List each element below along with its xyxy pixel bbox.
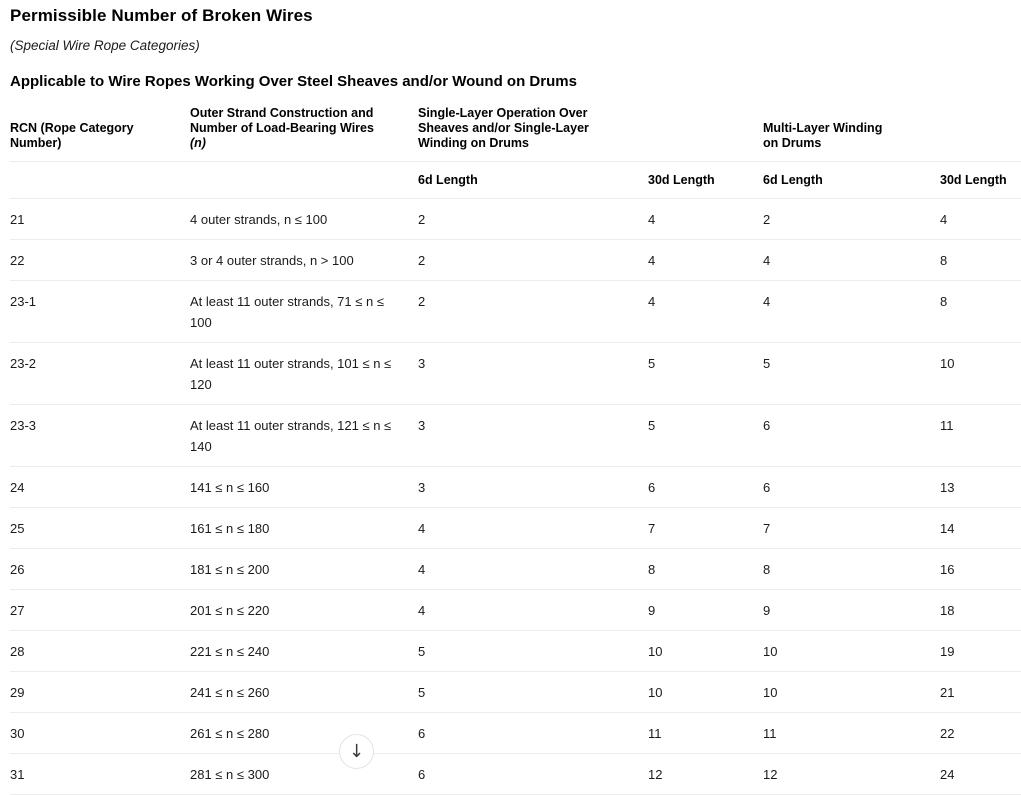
- sub-header-row: [10, 162, 1021, 199]
- sub-header-30d-single: 30d Length: [648, 162, 763, 199]
- multi-30d-cell: 24: [940, 754, 1021, 795]
- applicability-heading: Applicable to Wire Ropes Working Over Steel Sheaves and/or Wound on Drums: [10, 73, 577, 90]
- multi-30d-cell: 10: [940, 343, 1021, 405]
- single-6d-cell: 3: [418, 343, 648, 405]
- single-30d-cell: 10: [648, 672, 763, 713]
- multi-6d-cell: 5: [763, 343, 940, 405]
- single-6d-cell: 5: [418, 631, 648, 672]
- construction-cell: 161 ≤ n ≤ 180: [190, 508, 418, 549]
- single-6d-cell: 2: [418, 240, 648, 281]
- rcn-cell: 30: [10, 713, 190, 754]
- multi-6d-cell: 4: [763, 240, 940, 281]
- single-6d-cell: 5: [418, 672, 648, 713]
- construction-cell: 261 ≤ n ≤ 280: [190, 713, 418, 754]
- header-outer-strand-label: Outer Strand Construction and Number of Load-Bearing Wires: [190, 106, 374, 135]
- table-row: [10, 631, 1021, 672]
- table-body: [10, 199, 1021, 795]
- rcn-cell: 21: [10, 199, 190, 240]
- construction-cell: At least 11 outer strands, 71 ≤ n ≤ 100: [190, 281, 418, 343]
- rcn-cell: 22: [10, 240, 190, 281]
- header-multi-layer-label: Multi-Layer Winding on Drums: [763, 121, 883, 150]
- page-title: Permissible Number of Broken Wires: [10, 6, 313, 25]
- table-row: [10, 754, 1021, 795]
- header-single-layer: [418, 100, 763, 162]
- multi-30d-cell: 16: [940, 549, 1021, 590]
- header-rcn-label: RCN (Rope Category Number): [10, 121, 134, 150]
- construction-cell: At least 11 outer strands, 121 ≤ n ≤ 140: [190, 405, 418, 467]
- table-row: [10, 405, 1021, 467]
- construction-cell: 181 ≤ n ≤ 200: [190, 549, 418, 590]
- multi-6d-cell: 6: [763, 467, 940, 508]
- single-6d-cell: 4: [418, 590, 648, 631]
- construction-cell: At least 11 outer strands, 101 ≤ n ≤ 120: [190, 343, 418, 405]
- construction-cell: 141 ≤ n ≤ 160: [190, 467, 418, 508]
- header-multi-layer: [763, 100, 1021, 162]
- broken-wires-table: [10, 100, 1021, 795]
- construction-cell: 4 outer strands, n ≤ 100: [190, 199, 418, 240]
- single-6d-cell: 2: [418, 199, 648, 240]
- single-6d-cell: 4: [418, 508, 648, 549]
- multi-6d-cell: 9: [763, 590, 940, 631]
- table-row: [10, 199, 1021, 240]
- table-row: [10, 240, 1021, 281]
- single-30d-cell: 10: [648, 631, 763, 672]
- construction-cell: 281 ≤ n ≤ 300: [190, 754, 418, 795]
- single-30d-cell: 4: [648, 240, 763, 281]
- table-row: [10, 549, 1021, 590]
- page-subtitle: (Special Wire Rope Categories): [10, 38, 200, 53]
- rcn-cell: 23-3: [10, 405, 190, 467]
- multi-6d-cell: 11: [763, 713, 940, 754]
- construction-cell: 3 or 4 outer strands, n > 100: [190, 240, 418, 281]
- multi-30d-cell: 14: [940, 508, 1021, 549]
- multi-6d-cell: 8: [763, 549, 940, 590]
- single-6d-cell: 6: [418, 713, 648, 754]
- single-6d-cell: 6: [418, 754, 648, 795]
- table-header: [10, 100, 1021, 199]
- single-6d-cell: 4: [418, 549, 648, 590]
- header-n-symbol: (n): [190, 136, 206, 150]
- single-30d-cell: 7: [648, 508, 763, 549]
- rcn-cell: 28: [10, 631, 190, 672]
- table-row: [10, 713, 1021, 754]
- multi-6d-cell: 10: [763, 631, 940, 672]
- multi-30d-cell: 8: [940, 240, 1021, 281]
- scroll-down-button[interactable]: [339, 734, 374, 769]
- multi-6d-cell: 6: [763, 405, 940, 467]
- multi-6d-cell: 10: [763, 672, 940, 713]
- single-30d-cell: 11: [648, 713, 763, 754]
- single-6d-cell: 3: [418, 467, 648, 508]
- multi-6d-cell: 4: [763, 281, 940, 343]
- multi-30d-cell: 22: [940, 713, 1021, 754]
- table-row: [10, 343, 1021, 405]
- table-row: [10, 590, 1021, 631]
- rcn-cell: 23-1: [10, 281, 190, 343]
- sub-header-empty: [190, 162, 418, 199]
- rcn-cell: 25: [10, 508, 190, 549]
- multi-30d-cell: 19: [940, 631, 1021, 672]
- group-header-row: [10, 100, 1021, 162]
- multi-6d-cell: 7: [763, 508, 940, 549]
- rcn-cell: 23-2: [10, 343, 190, 405]
- multi-6d-cell: 2: [763, 199, 940, 240]
- rcn-cell: 31: [10, 754, 190, 795]
- single-30d-cell: 5: [648, 405, 763, 467]
- single-30d-cell: 9: [648, 590, 763, 631]
- sub-header-6d-single: 6d Length: [418, 162, 648, 199]
- header-single-layer-label: Single-Layer Operation Over Sheaves and/or Single-Layer Winding on Drums: [418, 106, 589, 150]
- header-outer-strand: [190, 100, 418, 162]
- construction-cell: 201 ≤ n ≤ 220: [190, 590, 418, 631]
- table-row: [10, 281, 1021, 343]
- rcn-cell: 26: [10, 549, 190, 590]
- multi-30d-cell: 8: [940, 281, 1021, 343]
- rcn-cell: 27: [10, 590, 190, 631]
- table-row: [10, 467, 1021, 508]
- multi-6d-cell: 12: [763, 754, 940, 795]
- table-row: [10, 508, 1021, 549]
- rcn-cell: 29: [10, 672, 190, 713]
- table-row: [10, 672, 1021, 713]
- multi-30d-cell: 21: [940, 672, 1021, 713]
- rcn-cell: 24: [10, 467, 190, 508]
- single-30d-cell: 4: [648, 199, 763, 240]
- construction-cell: 241 ≤ n ≤ 260: [190, 672, 418, 713]
- down-arrow-icon: ↓: [348, 740, 365, 762]
- multi-30d-cell: 11: [940, 405, 1021, 467]
- construction-cell: 221 ≤ n ≤ 240: [190, 631, 418, 672]
- multi-30d-cell: 18: [940, 590, 1021, 631]
- single-30d-cell: 4: [648, 281, 763, 343]
- sub-header-30d-multi: 30d Length: [940, 162, 1021, 199]
- sub-header-6d-multi: 6d Length: [763, 162, 940, 199]
- single-30d-cell: 5: [648, 343, 763, 405]
- multi-30d-cell: 4: [940, 199, 1021, 240]
- single-30d-cell: 6: [648, 467, 763, 508]
- single-6d-cell: 2: [418, 281, 648, 343]
- multi-30d-cell: 13: [940, 467, 1021, 508]
- sub-header-empty: [10, 162, 190, 199]
- single-6d-cell: 3: [418, 405, 648, 467]
- single-30d-cell: 12: [648, 754, 763, 795]
- single-30d-cell: 8: [648, 549, 763, 590]
- header-rcn: [10, 100, 190, 162]
